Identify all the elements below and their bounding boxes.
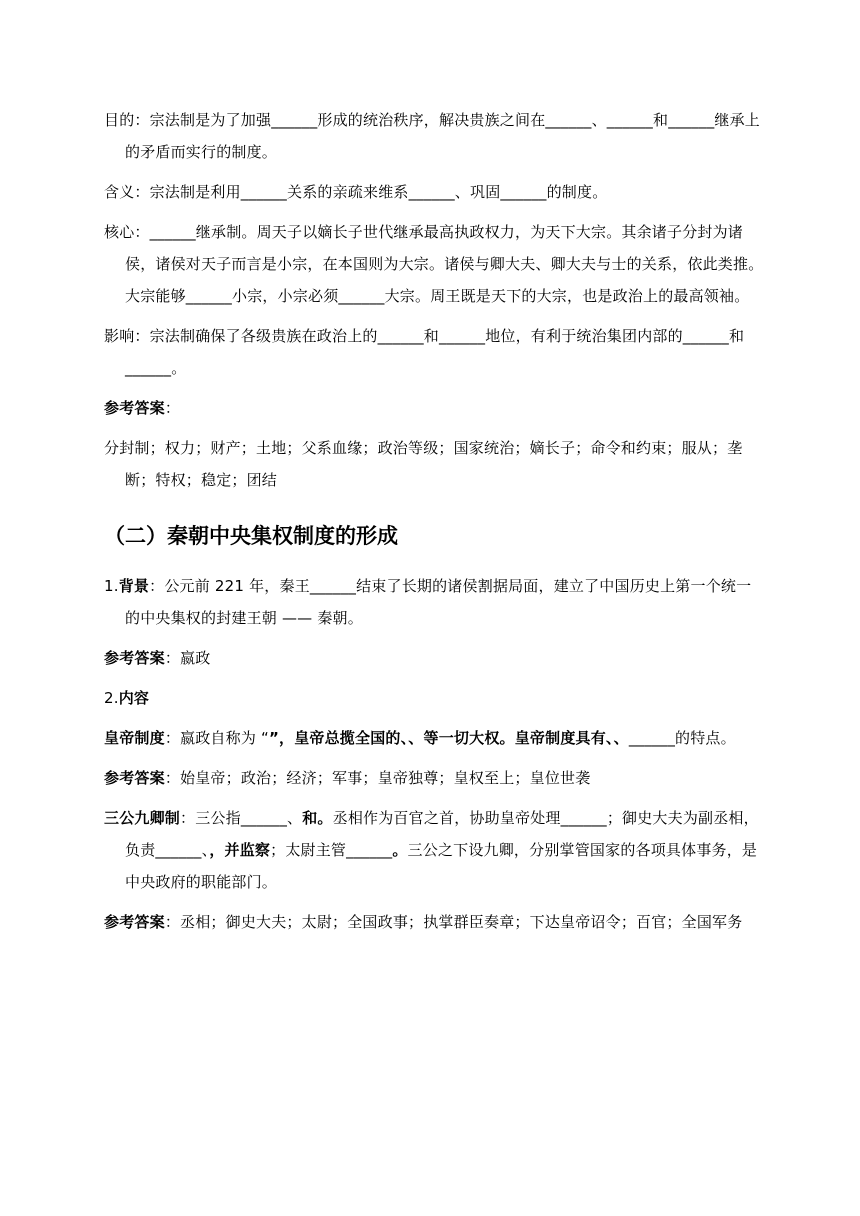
- text-emperor-2: ______的特点。: [628, 729, 736, 747]
- text-hanyi: ：宗法制是利用______关系的亲疏来维系______、巩固______的制度。: [134, 183, 608, 201]
- answer-text-background: ：嬴政: [164, 649, 211, 667]
- answer-text-zongfa: 分封制；权力；财产；土地；父系血缘；政治等级；国家统治；嫡长子；命令和约束；服从；垄断；特权；稳定；团结: [104, 439, 743, 489]
- answer-text-sangong: ：丞相；御史大夫；太尉；全国政事；执掌群臣奏章；下达皇帝诏令；百官；全国军务: [164, 913, 743, 931]
- document-page: [104, 104, 764, 946]
- paragraph-hexin: [104, 216, 764, 312]
- paragraph-hanyi: [104, 176, 764, 208]
- text-hexin: ：______继承制。周天子以嫡长子世代继承最高执政权力，为天下大宗。其余诸子分封为诸侯，诸侯对天子而言是小宗，在本国则为大宗。诸侯与卿大夫、卿大夫与士的关系，依此类推。大宗能够______小宗，小宗必须______大宗。周王既是天下的大宗，也是政治上的最高领袖。: [125, 223, 764, 305]
- answer-text-emperor: ：始皇帝；政治；经济；军事；皇帝独尊；皇权至上；皇位世袭: [164, 769, 591, 787]
- paragraph-content-heading: [104, 682, 764, 714]
- label-hanyi: 含义: [104, 183, 135, 201]
- text-mudi: ：宗法制是为了加强______形成的统治秩序，解决贵族之间在______、______和______继承上的矛盾而实行的制度。: [125, 111, 761, 161]
- text-yingxiang: ：宗法制确保了各级贵族在政治上的______和______地位，有利于统治集团内部的______和______。: [125, 327, 745, 377]
- text-sangong-2: 丞相作为百官之首，协助皇帝处理______；御史大夫为副丞相，负责______、: [125, 809, 759, 859]
- text-emperor-bold: ”，皇帝总揽全国的、、等一切大权。皇帝制度具有、、: [268, 729, 629, 747]
- label-mudi: 目的: [104, 111, 135, 129]
- paragraph-answer-sangong: [104, 906, 764, 938]
- paragraph-mudi: [104, 104, 764, 168]
- text-sangong-4: 三公之下设九卿，分别掌管国家的各项具体事务，是中央政府的职能部门。: [125, 841, 758, 891]
- label-background: 背景: [118, 577, 150, 595]
- label-emperor-system: 皇帝制度: [104, 729, 165, 747]
- answer-label-emperor: 参考答案: [104, 769, 165, 787]
- answer-colon-zongfa: ：: [164, 399, 181, 417]
- num-content: 2.: [104, 689, 119, 707]
- num-background: 1.: [104, 577, 119, 595]
- label-yingxiang: 影响: [104, 327, 135, 345]
- text-sangong-3: ；太尉主管______: [270, 841, 393, 859]
- text-background: ：公元前 221 年，秦王______结束了长期的诸侯割据局面，建立了中国历史上第一个统一的中央集权的封建王朝 —— 秦朝。: [125, 577, 752, 627]
- label-hexin: 核心: [104, 223, 135, 241]
- paragraph-answer-zongfa: [104, 432, 764, 496]
- paragraph-background: [104, 570, 764, 634]
- section-heading: （二）秦朝中央集权制度的形成: [104, 524, 398, 548]
- paragraph-answer-emperor: [104, 762, 764, 794]
- text-sangong-1: ：三公指______、: [180, 809, 303, 827]
- answer-label-zongfa: 参考答案: [104, 399, 165, 417]
- text-sangong-bold-2: ，并监察: [209, 841, 271, 859]
- answer-label-sangong: 参考答案: [104, 913, 165, 931]
- paragraph-sangong-jiuqing: [104, 802, 764, 898]
- text-sangong-bold-3: 。: [392, 841, 408, 859]
- paragraph-yingxiang: [104, 320, 764, 384]
- paragraph-emperor-system: [104, 722, 764, 754]
- text-emperor-1: ：嬴政自称为 “: [164, 729, 269, 747]
- label-content: 内容: [118, 689, 150, 707]
- label-sangong-jiuqing: 三公九卿制: [104, 809, 181, 827]
- text-sangong-bold-1: 和。: [302, 809, 333, 827]
- paragraph-answer-background: [104, 642, 764, 674]
- answer-label-background: 参考答案: [104, 649, 165, 667]
- paragraph-answer-label: [104, 392, 764, 424]
